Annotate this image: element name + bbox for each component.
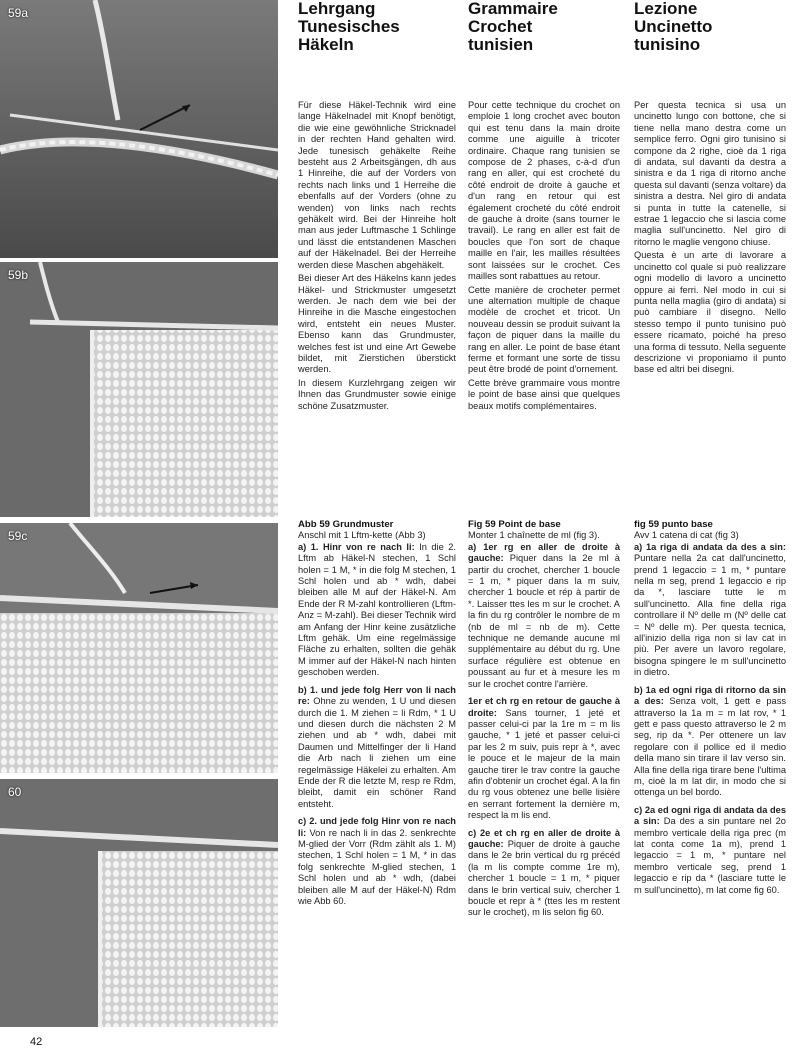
crochet-second-forward-row-image [0,779,278,1027]
photo-60 [0,779,278,1027]
intro-text: Pour cette technique du crochet on emploie 1 long crochet avec bouton qui est tenu dans la main droite comme une aiguille à tricoter ordinaire. Chaque rang tunisien se compose de 2 phases, c-à-d d'un rang en aller, qui est crocheté du côté endroit de droite à gauche et d'un rang en retour qui est également crocheté du côté endroit de gauche à droite (sans tourner le travail). Le rang en aller est fait de boucles que l'on sort de chaque maille en l'air, les mailles résultées sont laissées sur le crochet. Ces mailles sont rabattues au retour. Cette manière de crocheter permet une alternation multiple de chaque modèle de crochet et tricot. Un nouveau dessin se produit suivant la façon de piquer dans la maille du rang en aller. Le point de base étant ferme et formant une sorte de tissu peut être brodé de point d'ornement. Cette brève grammaire vous montre le point de base ainsi que quelques beaux motifs complémentaires. [468,100,620,411]
section-subtitle: Avv 1 catena di cat (fig 3) [634,530,739,541]
instructions [634,519,786,902]
intro-text: Per questa tecnica si usa un uncinetto lungo con bottone, che si tiene nella mano destra come un semplice ferro. Ogni giro tunisino si compone da 2 righe, cioè da 1 riga di andata, sul davanti da destra a sinistra e da 1 riga di ritorno anche questa sul davanti (senza voltare) da sinistra a destra. Nel giro di andata si punta in tutte la catenelle, si estrae 1 legaccio che si lascia come maglia sull'uncinetto. Nel giro di ritorno le maglie vengono chiuse. Questa è un arte di lavorare a uncinetto col quale si può realizzare ogni modello di lavoro a uncinetto oppure ai ferri. Nel modo in cui si punta nella maglia (giro di andata) si può cambiare il disegno. Nello stesso tempo il punto tunisino può essere ricamato, poiché ha preso una forma di tessuto. Nella seguente descrizione vi proponiamo il punto base ed altri bei disegni. [634,100,786,375]
instructions [298,519,456,913]
step: c) 2. und jede folg Hinr von re nach li: Von re nach li in das 2. senkrechte M-glied der Vorr (Rdm zählt als 1. M) stechen, 1 Schl holen = 1 M, * in das folg senkrechte M-glied stechen, 1 Schl holen und ab * wdh, (dabei bleiben alle M auf der Häkel-N) Rdm wie Abb 60. [298,816,456,906]
photo-59a [0,0,278,258]
section-title: Fig 59 Point de base [468,519,561,530]
step: a) 1a riga di andata da des a sin: Puntare nella 2a cat dall'uncinetto, prend 1 legaccio = 1 m, * puntare nella m seg, prend 1 legaccio e rip da *, lasciare tutte le m sull'uncinetto. Alla fine della riga controllare il Nº delle m (Nº delle cat = Nº delle m). Per questa tecnica, all'inizio della riga non si lav cat in più. Per avere un lavoro regolare, bisogna spingere le m sull'uncinetto in dietro. [634,541,786,678]
crochet-return-row-image [0,523,278,773]
page-number: 42 [30,1036,43,1048]
photo-59c [0,523,278,773]
section-subtitle: Anschl mit 1 Lftm-kette (Abb 3) [298,530,426,541]
column-title: Grammaire Crochet tunisien [468,0,558,54]
column-title: Lehrgang Tunesisches Häkeln [298,0,400,54]
instructions [468,519,620,925]
step: 1er et ch rg en retour de gauche à droite: Sans tourner, 1 jeté et passer celui-ci par la 1re m = m lis gauche, * 1 jeté et passer celui-ci par les 2 m suiv, puis repr à *, avec le pouce et le majeur de la main gauche tirer le trav contre la gauche afin d'obtenir un crochet égal. A la fin du rg vous obtenez une belle lisière en serrant fortement la dernière m, respect la m lis end. [468,696,620,821]
photo-label: 59b [8,268,29,282]
photo-59b [0,262,278,517]
section-title: Abb 59 Grundmuster [298,519,394,530]
step: a) 1er rg en aller de droite à gauche: Piquer dans la 2e ml à partir du crochet, chercher 1 boucle = 1 m, * piquer dans la m suiv, chercher 1 boucle et rép à partir de *. Laisser ttes les m sur le crochet. A la fin du rg contrôler le nombre de m (nb de ml = nb de m). Cette technique ne demande aucune ml supplémentaire au début du rg. Une surface régulière est obtenue en poussant au fur et à mesure les m sur le crochet contre l'arrière. [468,541,620,689]
photo-strip [0,0,278,1051]
step: c) 2a ed ogni riga di andata da des a sin: Da des a sin puntare nel 2o membro verticale della riga prec (m lat conta come 1a m), prend 1 legaccio = 1 m, * puntare nel membro verticale seg, prend 1 legaccio e rip da * (lasciare tutte le m sull'uncinetto), m lat come fig 60. [634,804,786,895]
step: b) 1a ed ogni riga di ritorno da sin a des: Senza volt, 1 gett e pass attraverso la 1a m = m lat rov, * 1 gett e pass questo attraverso le 2 m seg, rip da *. Per ottenere un lav regolare con il pollice ed il medio della mano sin tirare il lav verso sin. Alla fine della riga tirare bene l'ultima m, cioè la m lat dir, in modo che si ottenga un bel bordo. [634,684,787,798]
crochet-foundation-chain-image [0,0,278,258]
photo-label: 59c [8,529,28,543]
section-title: fig 59 punto base [634,519,713,530]
step: c) 2e et ch rg en aller de droite à gauche: Piquer de droite à gauche dans le 2e brin vertical du rg précéd (la m lis compte comme 1re m), chercher 1 boucle = 1 m, * piquer dans le brin vertical suiv, chercher 1 boucle et repr à * (ttes les m restent sur le crochet), m lis selon fig 60. [468,827,620,918]
column-title: Lezione Uncinetto tunisino [634,0,713,54]
photo-label: 59a [8,6,29,20]
section-subtitle: Monter 1 chaînette de ml (fig 3). [468,530,600,541]
photo-label: 60 [8,785,22,799]
step: b) 1. und jede folg Herr von li nach re: Ohne zu wenden, 1 U und diesen durch die 1. M ziehen = li Rdm, * 1 U und diesen durch die nächsten 2 M ziehen und ab * wdh, dabei mit Daumen und Mittelfinger der li Hand die Arb nach li ziehen um eine regelmässige Häkelei zu erhalten. Am Ende der R die letzte M, resp re Rdm, bleibt, damit ein schöner Rand entsteht. [298,684,456,809]
crochet-forward-row-image [0,262,278,517]
intro-text: Für diese Häkel-Technik wird eine lange Häkelnadel mit Knopf benötigt, die wie eine gewöhnliche Stricknadel in der rechten Hand gehalten wird. Jede tunesisch gehäkelte Reihe besteht aus 2 Arbeitsgängen, dh aus 1 Hinreihe, die auf der Vorders von rechts nach links und 1 Herreihe die ebenfalls auf der Vorders (ohne zu wenden) von links nach rechts gehäkelt wird. Bei der Hinreihe holt man aus jeder Luftmasche 1 Schlinge und lässt die entstandenen Maschen auf der Häkelnadel. Bei der Herreihe werden diese Maschen abgehäkelt. Bei dieser Art des Häkelns kann jedes Häkel- und Strickmuster umgesetzt werden. Je nach dem wie bei der Hinreihe in die Masche eingestochen wird, entsteht ein neues Muster. Ebenso kann das Grundmuster, welches fest ist und eine Art Gewebe bildet, mit Zierstichen überstickt werden. In diesem Kurzlehrgang zeigen wir Ihnen das Grundmuster sowie einige schöne Zusatzmuster. [298,100,456,411]
step: a) 1. Hinr von re nach li: In die 2. Lftm ab Häkel-N stechen, 1 Schl holen = 1 M, * in die folg M stechen, 1 Schl holen und ab * wdh, dabei bleiben alle M auf der Häkel-N. Am Ende der R M-zahl kontrollieren (Lftm-Anz = M-zahl). Bei dieser Technik wird am Anfang der Hinr keine zusätzliche Lftm gehäk. Um eine regelmässige Fläche zu erhalten, sollten die gehäk M immer auf der Häkel-N nach hinten geschoben werden. [298,541,456,678]
